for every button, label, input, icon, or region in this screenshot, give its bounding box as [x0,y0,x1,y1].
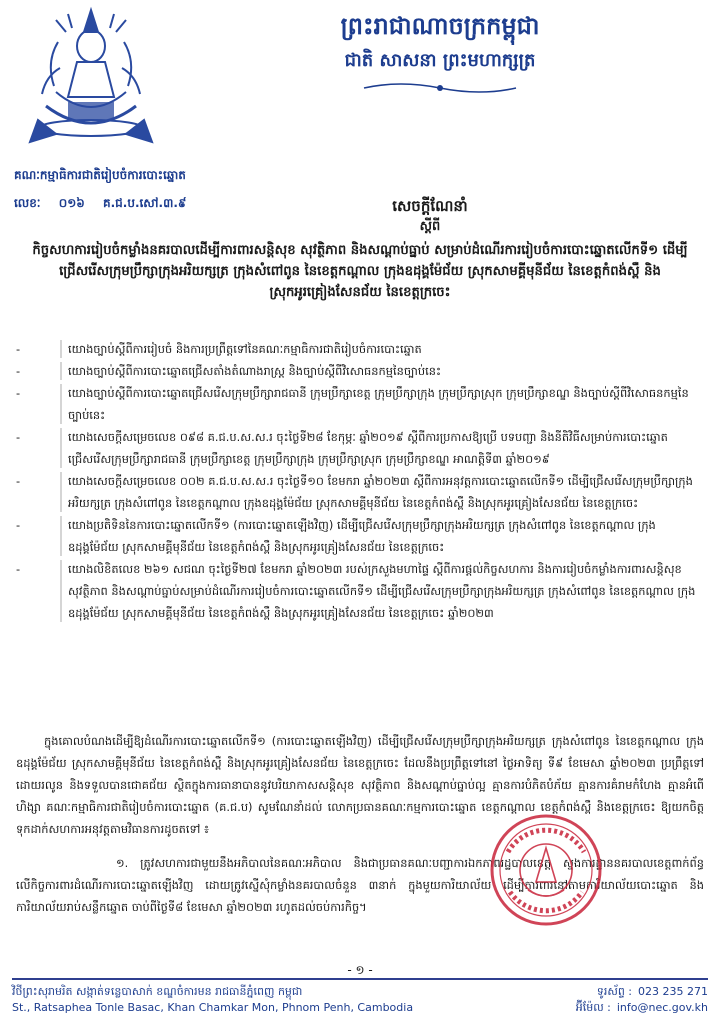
list-item: - យោងច្បាប់ស្តីពីការរៀបចំ និងការប្រព្រឹត្តទៅនៃគណៈកម្មាធិការជាតិរៀបចំការបោះឆ្នោត [16,342,422,356]
address-khmer: វិថីព្រះសុរាមរិត សង្កាត់ទន្លេបាសាក់ ខណ្ឌចំការមន រាជធានីភ្នំពេញ កម្ពុជា [12,985,303,998]
instruction-item-1: ១. ត្រូវសហការជាមួយនឹងអភិបាលនៃគណៈអភិបាល និងជាប្រធានគណៈបញ្ជាការឯកភាពរដ្ឋបាលខេត្ត ស្នងការដ្ឋាននគរបាលខេត្តពាក់ព័ន្ធ លើកិច្ចការពារដំណើរការបោះឆ្នោតឡើងវិញ ដោយត្រូវស្នើសុំកម្លាំងនគរបាលចំនួន ៣នាក់ ក្នុងមួយការិយាល័យ ដើម្បីការពារនៅតាមការិយាល័យបោះឆ្នោត និងការិយាល័យរាប់សន្លឹកឆ្នោត ចាប់ពីថ្ងៃទី៨ ខែមេសា ឆ្នាំ២០២៣ រហូតដល់ចប់ការកិច្ច។ [16,856,704,914]
list-item: - យោងច្បាប់ស្តីពីការបោះឆ្នោតជ្រើសរើសក្រុមប្រឹក្សារាជធានី ក្រុមប្រឹក្សាខេត្ត ក្រុមប្រឹក្សាក្រុង ក្រុមប្រឹក្សាស្រុក ក្រុមប្រឹក្សាខណ្ឌ និងច្បាប់ស្តីពីវិសោធនកម្មនៃច្បាប់នេះ [16,386,689,422]
phone-number: 023 235 271 [638,985,708,998]
list-item: - យោងសេចក្តីសម្រេចលេខ ០០២ គ.ជ.ប.ស.ស.រ ចុះថ្ងៃទី១០ ខែមករា ឆ្នាំ២០២៣ ស្តីពីការអនុវត្តការបោះឆ្នោតលើកទី១ ដើម្បីជ្រើសរើសក្រុមប្រឹក្សាក្រុងអរិយក្សត្រ ក្រុងសំពៅពូន នៃខេត្តកណ្តាល ក្រុងឧដុង្គម៉ែជ័យ ស្រុកសាមគ្គីមុនីជ័យ នៃខេត្តកំពង់ស្ពឺ និងស្រុកអូរគ្រៀងសែនជ័យ នៃខេត្តក្រចេះ [16,474,693,510]
list-item: - យោងសេចក្តីសម្រេចលេខ ០៩៨ គ.ជ.ប.ស.ស.រ ចុះថ្ងៃទី២៨ ខែកុម្ភៈ ឆ្នាំ២០១៩ ស្តីពីការប្រកាសឱ្យប្រើ បទបញ្ជា និងនីតិវិធីសម្រាប់ការបោះឆ្នោតជ្រើសរើសក្រុមប្រឹក្សារាជធានី ក្រុមប្រឹក្សាខេត្ត ក្រុមប្រឹក្សាក្រុង ក្រុមប្រឹក្សាស្រុក ក្រុមប្រឹក្សាខណ្ឌ អាណត្តិទី៣ ឆ្នាំ២០១៩ [16,430,668,466]
ref-label: លេខៈ [14,196,41,210]
document-heading: សេចក្តីណែនាំ [392,197,468,215]
nec-emblem-icon [16,2,166,157]
list-item: - យោងច្បាប់ស្តីពីការបោះឆ្នោតជ្រើសតាំងតំណាងរាស្ត្រ និងច្បាប់ស្តីពីវិសោធនកម្មនៃច្បាប់នេះ [16,364,441,378]
footer-divider [12,978,708,980]
reference-text: យោងប្រតិទិននៃការបោះឆ្នោតលើកទី១ (ការបោះឆ្នោតឡើងវិញ) ដើម្បីជ្រើសរើសក្រុមប្រឹក្សាក្រុងអរិយក្សត្រ ក្រុងសំពៅពូន នៃខេត្តកណ្តាល ក្រុងឧដុង្គម៉ែជ័យ ស្រុកសាមគ្គីមុនីជ័យ នៃខេត្តកំពង់ស្ពឺ និងស្រុកអូរគ្រៀងសែនជ័យ នៃខេត្តក្រចេះ [68,518,656,554]
document-subject: កិច្ចសហការរៀបចំកម្លាំងនគរបាលដើម្បីការពារសន្តិសុខ សុវត្ថិភាព និងសណ្តាប់ធ្នាប់ សម្រាប់ដំណើរការរៀបចំការបោះឆ្នោតលើកទី១ ដើម្បីជ្រើសរើសក្រុមប្រឹក្សាក្រុងអរិយក្សត្រ ក្រុងសំពៅពូន នៃខេត្តកណ្តាល ក្រុងឧដុង្គម៉ែជ័យ ស្រុកសាមគ្គីមុនីជ័យ នៃខេត្តកំពង់ស្ពឺ និងស្រុកអូរគ្រៀងសែនជ័យ នៃខេត្តក្រចេះ [32,243,688,300]
list-item: - យោងប្រតិទិននៃការបោះឆ្នោតលើកទី១ (ការបោះឆ្នោតឡើងវិញ) ដើម្បីជ្រើសរើសក្រុមប្រឹក្សាក្រុងអរិយក្សត្រ ក្រុងសំពៅពូន នៃខេត្តកណ្តាល ក្រុងឧដុង្គម៉ែជ័យ ស្រុកសាមគ្គីមុនីជ័យ នៃខេត្តកំពង់ស្ពឺ និងស្រុកអូរគ្រៀងសែនជ័យ នៃខេត្តក្រចេះ [16,518,656,554]
reference-number-row [14,194,354,212]
ref-number: ០១៦ [58,196,85,210]
address-english: St., Ratsaphea Tonle Basac, Khan Chamkar Mon, Phnom Penh, Cambodia [12,1001,414,1014]
reference-text: យោងច្បាប់ស្តីពីការបោះឆ្នោតជ្រើសរើសក្រុមប្រឹក្សារាជធានី ក្រុមប្រឹក្សាខេត្ត ក្រុមប្រឹក្សាក្រុង ក្រុមប្រឹក្សាស្រុក ក្រុមប្រឹក្សាខណ្ឌ និងច្បាប់ស្តីពីវិសោធនកម្មនៃច្បាប់នេះ [68,386,689,422]
reference-text: យោងសេចក្តីសម្រេចលេខ ០០២ គ.ជ.ប.ស.ស.រ ចុះថ្ងៃទី១០ ខែមករា ឆ្នាំ២០២៣ ស្តីពីការអនុវត្តការបោះឆ្នោតលើកទី១ ដើម្បីជ្រើសរើសក្រុមប្រឹក្សាក្រុងអរិយក្សត្រ ក្រុងសំពៅពូន នៃខេត្តកណ្តាល ក្រុងឧដុង្គម៉ែជ័យ ស្រុកសាមគ្គីមុនីជ័យ នៃខេត្តកំពង់ស្ពឺ និងស្រុកអូរគ្រៀងសែនជ័យ នៃខេត្តក្រចេះ [68,474,693,510]
reference-text: យោងសេចក្តីសម្រេចលេខ ០៩៨ គ.ជ.ប.ស.ស.រ ចុះថ្ងៃទី២៨ ខែកុម្ភៈ ឆ្នាំ២០១៩ ស្តីពីការប្រកាសឱ្យប្រើ បទបញ្ជា និងនីតិវិធីសម្រាប់ការបោះឆ្នោតជ្រើសរើសក្រុមប្រឹក្សារាជធានី ក្រុមប្រឹក្សាខេត្ត ក្រុមប្រឹក្សាក្រុង ក្រុមប្រឹក្សាស្រុក ក្រុមប្រឹក្សាខណ្ឌ អាណត្តិទី៣ ឆ្នាំ២០១៩ [68,430,668,466]
reference-text: យោងលិខិតលេខ ២៦១ សជណ ចុះថ្ងៃទី២៧ ខែមករា ឆ្នាំ២០២៣ របស់ក្រសួងមហាផ្ទៃ ស្តីពីការផ្តល់កិច្ចសហការ និងការរៀបចំកម្លាំងការពារសន្តិសុខ សុវត្ថិភាព និងសណ្តាប់ធ្នាប់សម្រាប់ដំណើរការរៀបចំការបោះឆ្នោតលើកទី១ ដើម្បីជ្រើសរើសក្រុមប្រឹក្សាក្រុងអរិយក្សត្រ ក្រុងសំពៅពូន នៃខេត្តកណ្តាល ក្រុងឧដុង្គម៉ែជ័យ ស្រុកសាមគ្គីមុនីជ័យ នៃខេត្តកំពង់ស្ពឺ និងស្រុកអូរគ្រៀងសែនជ័យ នៃខេត្តក្រចេះ ឆ្នាំ២០២៣ [68,562,696,620]
body-paragraph: ក្នុងគោលបំណងដើម្បីឱ្យដំណើរការបោះឆ្នោតលើកទី១ (ការបោះឆ្នោតឡើងវិញ) ដើម្បីជ្រើសរើសក្រុមប្រឹក្សាក្រុងអរិយក្សត្រ ក្រុងសំពៅពូន នៃខេត្តកណ្តាល ក្រុងឧដុង្គម៉ែជ័យ ស្រុកសាមគ្គីមុនីជ័យ នៃខេត្តកំពង់ស្ពឺ និងស្រុកអូរគ្រៀងសែនជ័យ នៃខេត្តក្រចេះ ដែលនឹងប្រព្រឹត្តទៅនៅ ថ្ងៃអាទិត្យ ទី៩ ខែមេសា ឆ្នាំ២០២៣ ប្រព្រឹត្តទៅដោយរលូន និងទទួលបានជោគជ័យ ស្ថិតក្នុងការធានាបាននូវបរិយាកាសសន្តិសុខ សុវត្ថិភាព និងសណ្តាប់ធ្នាប់ល្អ គ្មានការបំភិតបំភ័យ គ្មានការគំរាមកំហែង គ្មានអំពើហិង្សា គណៈកម្មាធិការជាតិរៀបចំការបោះឆ្នោត (គ.ជ.ប) សូមណែនាំដល់ លោកប្រធានគណៈកម្មការបោះឆ្នោត ខេត្តកណ្តាល ខេត្តកំពង់ស្ពឺ និងខេត្តក្រចេះ ឱ្យយកចិត្តទុកដាក់សហការអនុវត្តតាមវិធានការដូចតទៅ ៖ [16,734,704,836]
email-contact [488,1000,708,1016]
reference-list [16,338,704,624]
phone-contact [488,984,708,1000]
reference-text: យោងច្បាប់ស្តីពីការរៀបចំ និងការប្រព្រឹត្តទៅនៃគណៈកម្មាធិការជាតិរៀបចំការបោះឆ្នោត [68,342,422,356]
phone-label: ទូរស័ព្ទ : [596,985,633,998]
page-number: - ១ - [347,963,373,977]
ref-code: គ.ជ.ប.សៅ.៣.៩ [102,196,187,210]
email-label: អ៊ីម៉ែល : [575,1001,611,1014]
kingdom-title: ព្រះរាជាណាចក្រកម្ពុជា [340,11,540,40]
national-motto: ជាតិ សាសនា ព្រះមហាក្សត្រ [344,50,536,71]
official-seal-icon [488,812,604,928]
ornament-divider-icon [360,80,520,96]
email-address: info@nec.gov.kh [616,1001,708,1014]
list-item: - យោងលិខិតលេខ ២៦១ សជណ ចុះថ្ងៃទី២៧ ខែមករា ឆ្នាំ២០២៣ របស់ក្រសួងមហាផ្ទៃ ស្តីពីការផ្តល់កិច្ចសហការ និងការរៀបចំកម្លាំងការពារសន្តិសុខ សុវត្ថិភាព និងសណ្តាប់ធ្នាប់សម្រាប់ដំណើរការរៀបចំការបោះឆ្នោតលើកទី១ ដើម្បីជ្រើសរើសក្រុមប្រឹក្សាក្រុងអរិយក្សត្រ ក្រុងសំពៅពូន នៃខេត្តកណ្តាល ក្រុងឧដុង្គម៉ែជ័យ ស្រុកសាមគ្គីមុនីជ័យ នៃខេត្តកំពង់ស្ពឺ និងស្រុកអូរគ្រៀងសែនជ័យ នៃខេត្តក្រចេះ ឆ្នាំ២០២៣ [16,562,696,620]
reference-text: យោងច្បាប់ស្តីពីការបោះឆ្នោតជ្រើសតាំងតំណាងរាស្ត្រ និងច្បាប់ស្តីពីវិសោធនកម្មនៃច្បាប់នេះ [68,364,441,378]
document-about: ស្តីពី [419,219,441,234]
issuing-body: គណៈកម្មាធិការជាតិរៀបចំការបោះឆ្នោត [14,168,186,182]
